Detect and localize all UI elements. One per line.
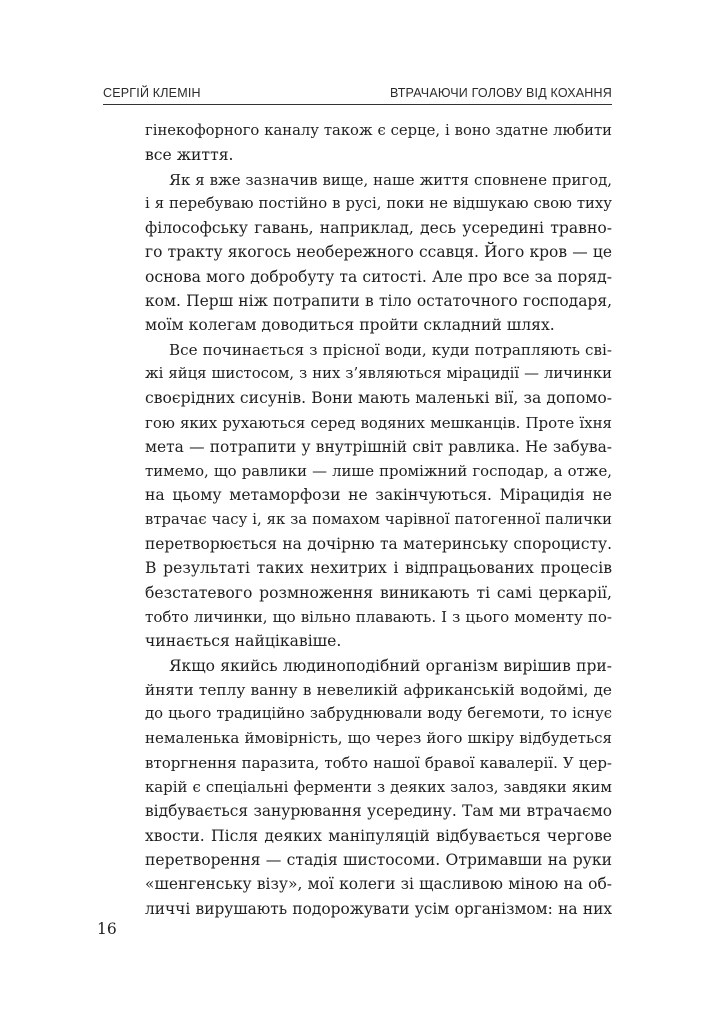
text-line: мета — потрапити у внутрішній світ равлика. Не забува- (145, 437, 612, 456)
header-divider (103, 104, 612, 105)
header-book-title: ВТРАЧАЮЧИ ГОЛОВУ ВІД КОХАННЯ (390, 86, 612, 100)
text-line: чинається найцікавіше. (145, 632, 342, 651)
text-line: відбувається занурювання усередину. Там ми втрачаємо (145, 802, 612, 821)
text-line: В результаті таких нехитрих і відпрацьованих процесів (145, 559, 612, 578)
text-line: перетворення — стадія шистосоми. Отримавши на руки (145, 850, 612, 869)
text-line: вторгнення паразита, тобто нашої бравої кавалерії. У цер- (145, 753, 612, 772)
text-line: моїм колегам доводиться пройти складний шлях. (145, 316, 555, 335)
text-line: перетворюється на дочірню та материнську спороцисту. (145, 535, 612, 554)
text-line: Як я вже зазначив вище, наше життя сповнене пригод, (169, 170, 612, 189)
text-line: втрачає часу і, як за помахом чарівної патогенної палички (145, 510, 612, 528)
running-header (103, 80, 612, 100)
text-line: хвости. Після деяких маніпуляцій відбувається чергове (145, 826, 612, 845)
text-line: тобто личинки, що вільно плавають. І з цього моменту по- (145, 607, 612, 626)
text-line: на цьому метаморфози не закінчуються. Мірацидія не (145, 486, 612, 505)
text-line: все життя. (145, 146, 234, 165)
page-number: 16 (97, 920, 117, 938)
text-line: основа мого добробуту та ситості. Але про все за поряд- (145, 267, 612, 286)
text-line: гою яких рухаються серед водяних мешканців. Проте їхня (145, 413, 612, 432)
text-line: личчі вирушають подорожувати усім організмом: на них (145, 899, 612, 918)
text-line: філософську гавань, наприклад, десь усередині травно- (145, 219, 612, 238)
text-line: «шенгенську візу», мої колеги зі щасливою міною на об- (145, 875, 612, 894)
text-line: йняти теплу ванну в невеликій африканській водоймі, де (145, 680, 612, 699)
text-line: безстатевого розмноження виникають ті самі церкарії, (145, 583, 612, 602)
body-text (145, 119, 612, 921)
text-line: і я перебуваю постійно в русі, поки не відшукаю свою тиху (145, 194, 612, 212)
text-line: ком. Перш ніж потрапити в тіло остаточного господаря, (145, 292, 612, 311)
text-line: до цього традиційно забруднювали воду бегемоти, то існує (145, 705, 612, 723)
header-author: СЕРГІЙ КЛЕМІН (103, 86, 201, 100)
text-line: тимемо, що равлики — лише проміжний господар, а отже, (145, 462, 612, 481)
text-line: жі яйця шистосом, з них з’являються мірацидії — личинки (145, 364, 612, 382)
text-line: Все починається з прісної води, куди потрапляють сві- (169, 340, 612, 359)
text-line: карій є спеціальні ферменти з деяких залоз, завдяки яким (145, 778, 612, 797)
text-line: немаленька ймовірність, що через його шкіру відбудеться (145, 729, 612, 748)
text-line: го тракту якогось необережного ссавця. Його кров — це (145, 243, 612, 262)
text-line: гінекофорного каналу також є серце, і воно здатне любити (145, 122, 612, 139)
text-line: своєрідних сисунів. Вони мають маленькі вії, за допомо- (145, 389, 612, 408)
text-line: Якщо якийсь людиноподібний організм вирішив при- (169, 656, 612, 675)
